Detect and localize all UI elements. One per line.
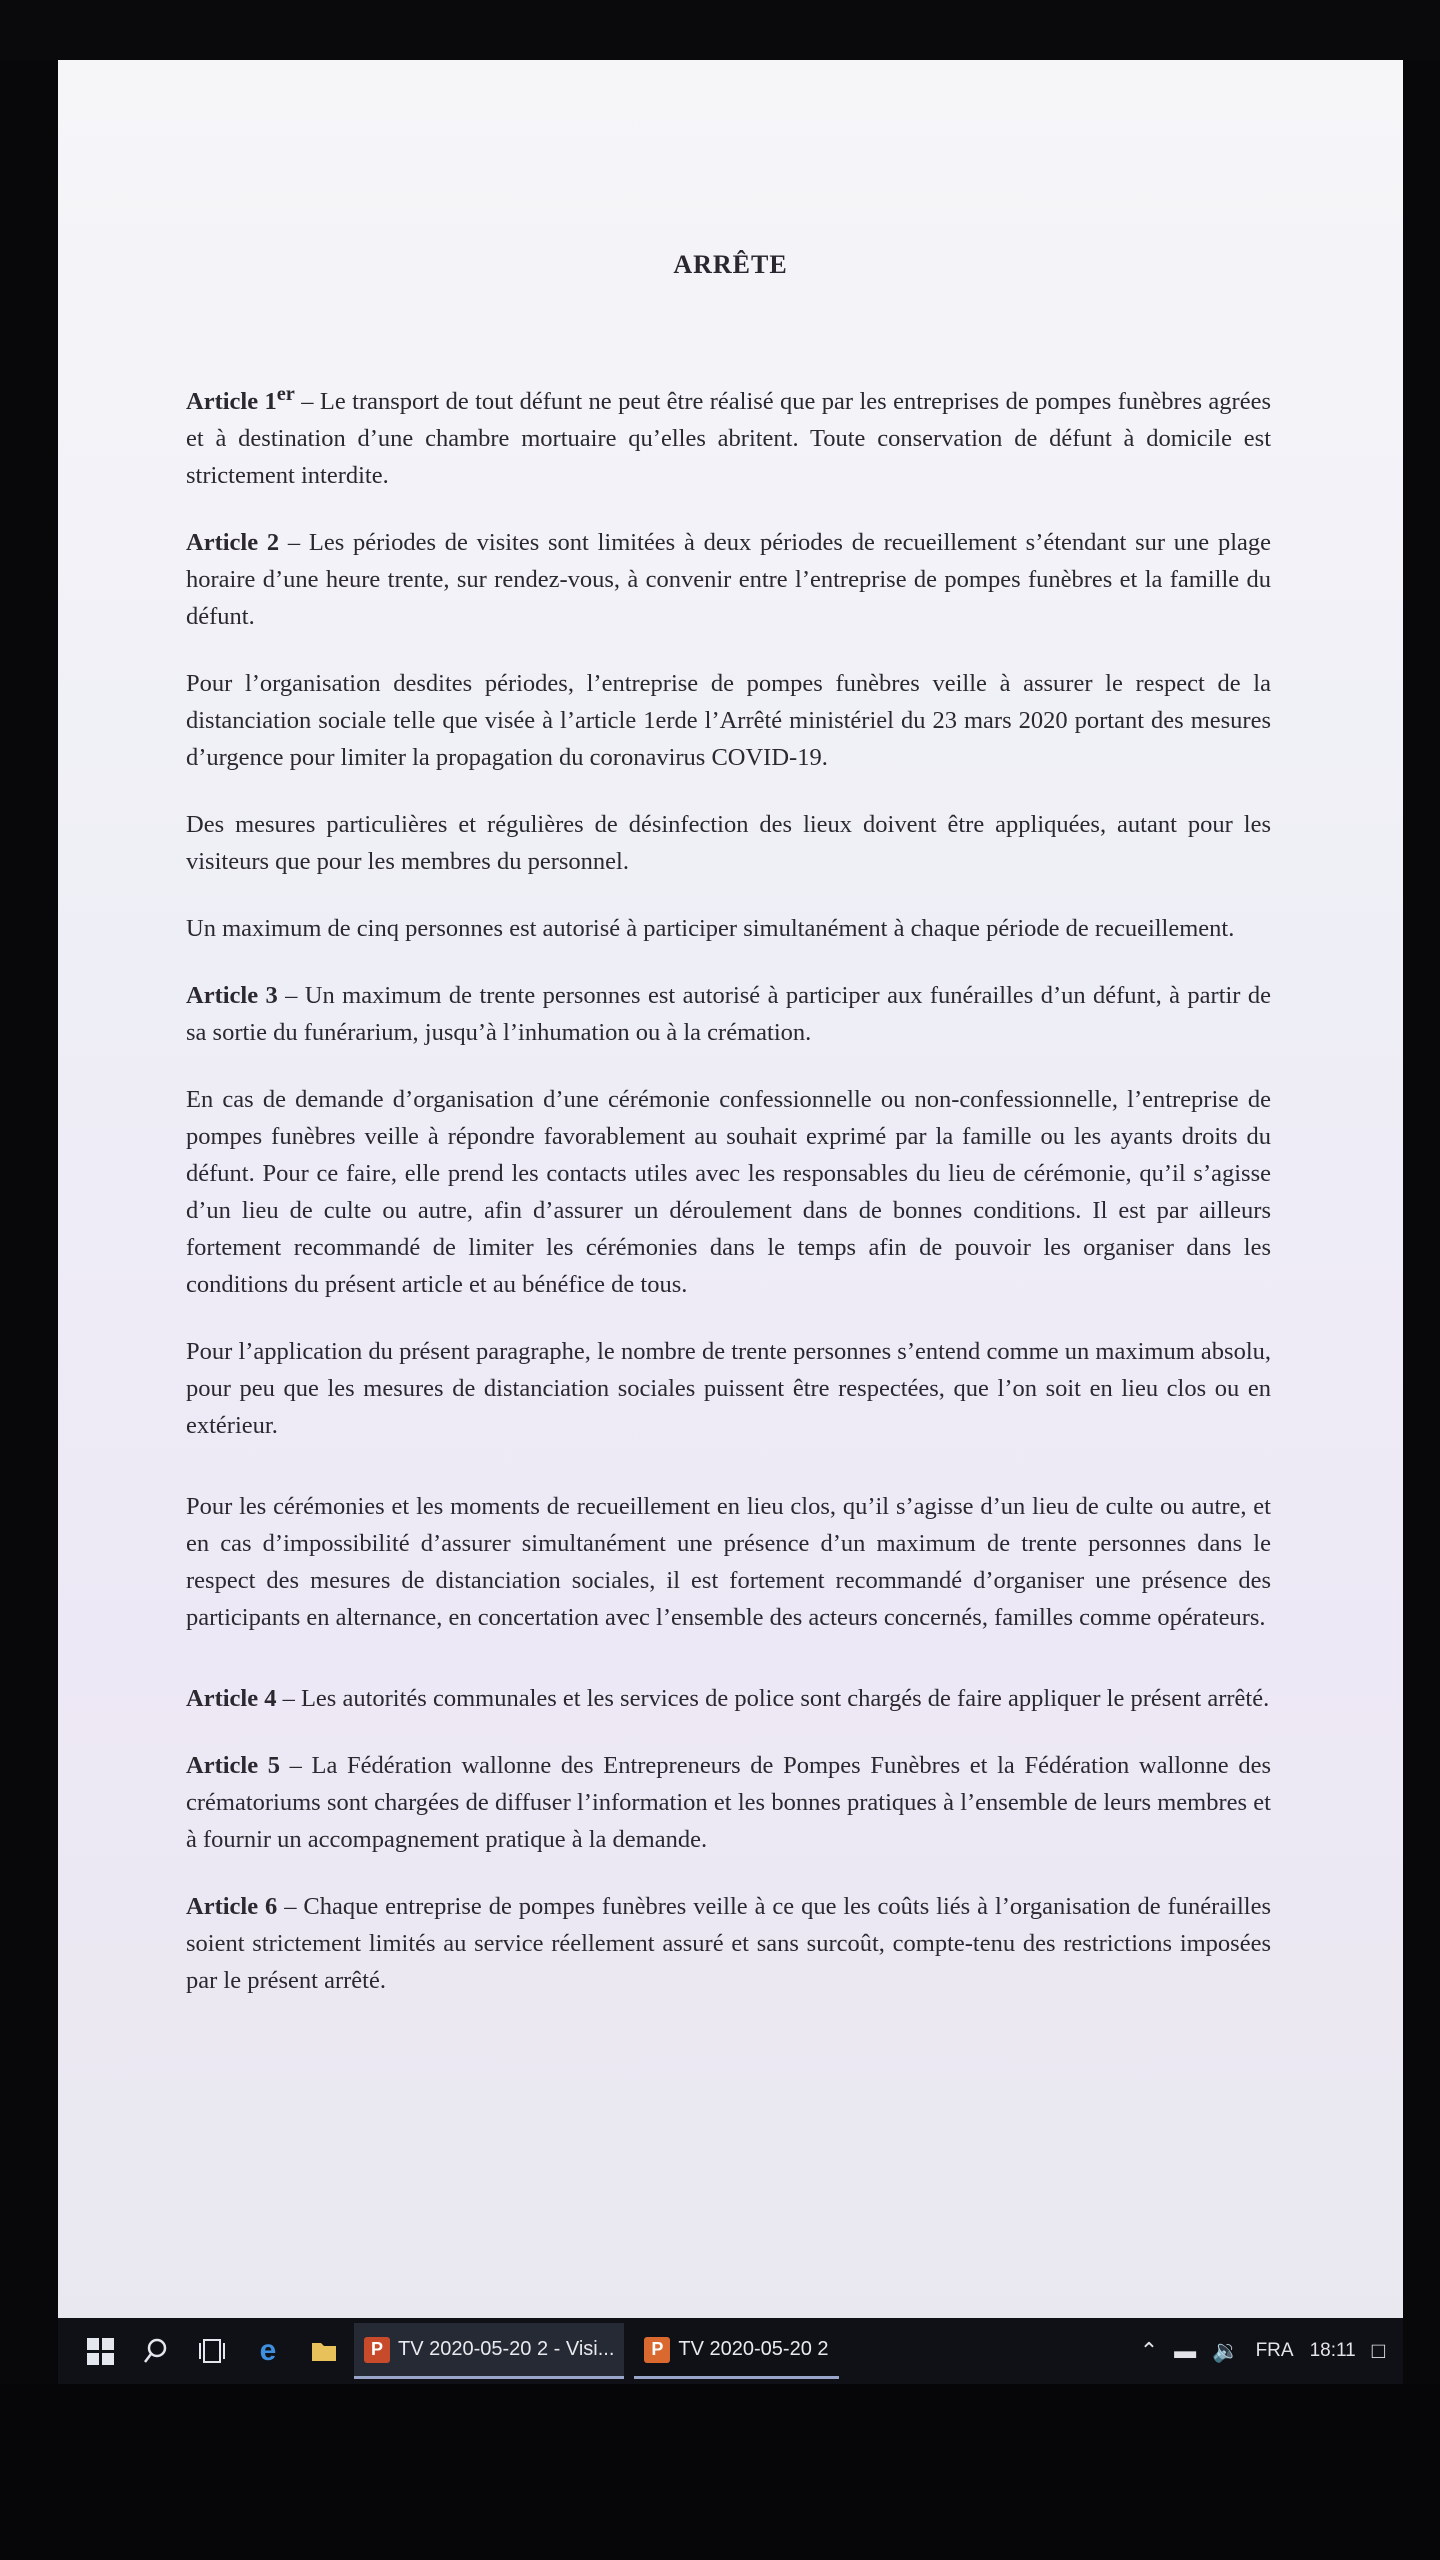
monitor-bezel-bottom (0, 2384, 1440, 2560)
language-indicator[interactable]: FRA (1255, 2340, 1294, 2361)
body-paragraph (186, 910, 1271, 947)
volume-icon[interactable]: 🔉 (1212, 2338, 1240, 2363)
body-paragraph (186, 665, 1271, 776)
paragraph-text: – Le transport de tout défunt ne peut être réalisé que par les entreprises de pompes funèbres agrées et à destination d’une chambre mortuaire qu’elles abritent. Toute conservation de défunt à domicile est strictement interdite. (186, 388, 1271, 490)
article-label: Article 6 (186, 1893, 278, 1921)
body-paragraph (186, 1333, 1271, 1444)
paragraph-text: – La Fédération wallonne des Entrepreneurs de Pompes Funèbres et la Fédération wallonne des crématoriums sont chargées de diffuser l’information et les bonnes pratiques à l’ensemble de leurs membres et à fournir un accompagnement pratique à la demande. (186, 1752, 1271, 1854)
taskbar-app-powerpoint[interactable] (354, 2323, 624, 2379)
article-paragraph (186, 524, 1271, 635)
taskbar-app-slideshow[interactable] (634, 2323, 838, 2379)
paragraph-text: – Un maximum de trente personnes est autorisé à participer aux funérailles d’un défunt, à partir de sa sortie du funérarium, jusqu’à l’inhumation ou à la crémation. (186, 982, 1271, 1047)
keyboard-icon[interactable]: ▬ (1174, 2338, 1197, 2363)
taskbar-app-label: TV 2020-05-20 2 (678, 2338, 829, 2360)
paragraph-text: Des mesures particulières et régulières de désinfection des lieux doivent être appliquées, autant pour les visiteurs que pour les membres du personnel. (186, 811, 1271, 876)
monitor-bezel-right (1403, 60, 1440, 2384)
article-label: Article 3 (186, 982, 278, 1010)
article-paragraph (186, 376, 1271, 494)
clock[interactable]: 18:11 (1309, 2340, 1356, 2361)
folder-icon[interactable] (304, 2331, 344, 2371)
article-paragraph (186, 977, 1271, 1051)
paragraph-text: – Chaque entreprise de pompes funèbres veille à ce que les coûts liés à l’organisation de funérailles soient strictement limités au service réellement assuré et sans surcoût, compte-tenu des restrictions imposées par le présent arrêté. (186, 1893, 1271, 1995)
system-tray (1124, 2338, 1385, 2364)
article-paragraph (186, 1680, 1271, 1717)
paragraph-text: Pour l’application du présent paragraphe, le nombre de trente personnes s’entend comme un maximum absolu, pour peu que les mesures de distanciation sociales puissent être respectées, que l’on soit en lieu clos ou en extérieur. (186, 1338, 1271, 1440)
taskbar-app-label: TV 2020-05-20 2 - Visi... (398, 2338, 615, 2360)
task-view-icon[interactable] (192, 2331, 232, 2371)
chevron-up-icon[interactable]: ⌃ (1139, 2338, 1159, 2363)
article-label-superscript: er (276, 383, 295, 405)
search-icon[interactable] (136, 2331, 176, 2371)
article-paragraph (186, 1888, 1271, 1999)
article-paragraph (186, 1747, 1271, 1858)
paragraph-text: – Les périodes de visites sont limitées à deux périodes de recueillement s’étendant sur une plage horaire d’une heure trente, sur rendez-vous, à convenir entre l’entreprise de pompes funèbres et la famille du défunt. (186, 529, 1271, 631)
article-label: Article 4 (186, 1685, 277, 1713)
monitor-bezel-top (0, 0, 1440, 60)
document-body (186, 376, 1271, 2029)
paragraph-text: Pour les cérémonies et les moments de recueillement en lieu clos, qu’il s’agisse d’un lieu de culte ou autre, et en cas d’impossibilité d’assurer simultanément une présence d’un maximum de trente personnes dans le respect des mesures de distanciation sociales, il est fortement recommandé d’organiser une présence des participants en alternance, en concertation avec l’ensemble des acteurs concernés, familles comme opérateurs. (186, 1493, 1271, 1632)
article-label: Article 2 (186, 529, 280, 557)
article-label: Article 1 (186, 388, 277, 416)
windows-logo-icon[interactable] (80, 2331, 120, 2371)
body-paragraph (186, 806, 1271, 880)
paragraph-text: Pour l’organisation desdites périodes, l’entreprise de pompes funèbres veille à assurer le respect de la distanciation sociale telle que visée à l’article 1erde l’Arrêté ministériel du 23 mars 2020 portant des mesures d’urgence pour limiter la propagation du coronavirus COVID-19. (186, 670, 1271, 772)
monitor-bezel-left (0, 60, 58, 2384)
paragraph-text: – Les autorités communales et les services de police sont chargés de faire appliquer le présent arrêté. (276, 1685, 1270, 1713)
powerpoint-slideshow-icon: P (644, 2337, 670, 2363)
edge-icon[interactable]: e (259, 2334, 277, 2367)
document-screen (58, 60, 1403, 2350)
article-label: Article 5 (186, 1752, 280, 1780)
windows-taskbar (58, 2318, 1403, 2384)
document-title: ARRÊTE (673, 250, 788, 279)
powerpoint-icon: P (364, 2337, 390, 2363)
body-paragraph (186, 1081, 1271, 1303)
paragraph-text: Un maximum de cinq personnes est autorisé à participer simultanément à chaque période de recueillement. (186, 915, 1235, 943)
paragraph-text: En cas de demande d’organisation d’une cérémonie confessionnelle ou non-confessionnelle, l’entreprise de pompes funèbres veille à répondre favorablement au souhait exprimé par la famille ou les ayants droits du défunt. Pour ce faire, elle prend les contacts utiles avec les responsables du lieu de cérémonie, qu’il s’agisse d’un lieu de culte ou autre, afin d’assurer un déroulement dans de bonnes conditions. Il est par ailleurs fortement recommandé de limiter les cérémonies dans le temps afin de pouvoir les organiser dans les conditions du présent article et au bénéfice de tous. (186, 1086, 1271, 1299)
body-paragraph (186, 1488, 1271, 1636)
notification-icon[interactable]: □ (1371, 2338, 1385, 2363)
